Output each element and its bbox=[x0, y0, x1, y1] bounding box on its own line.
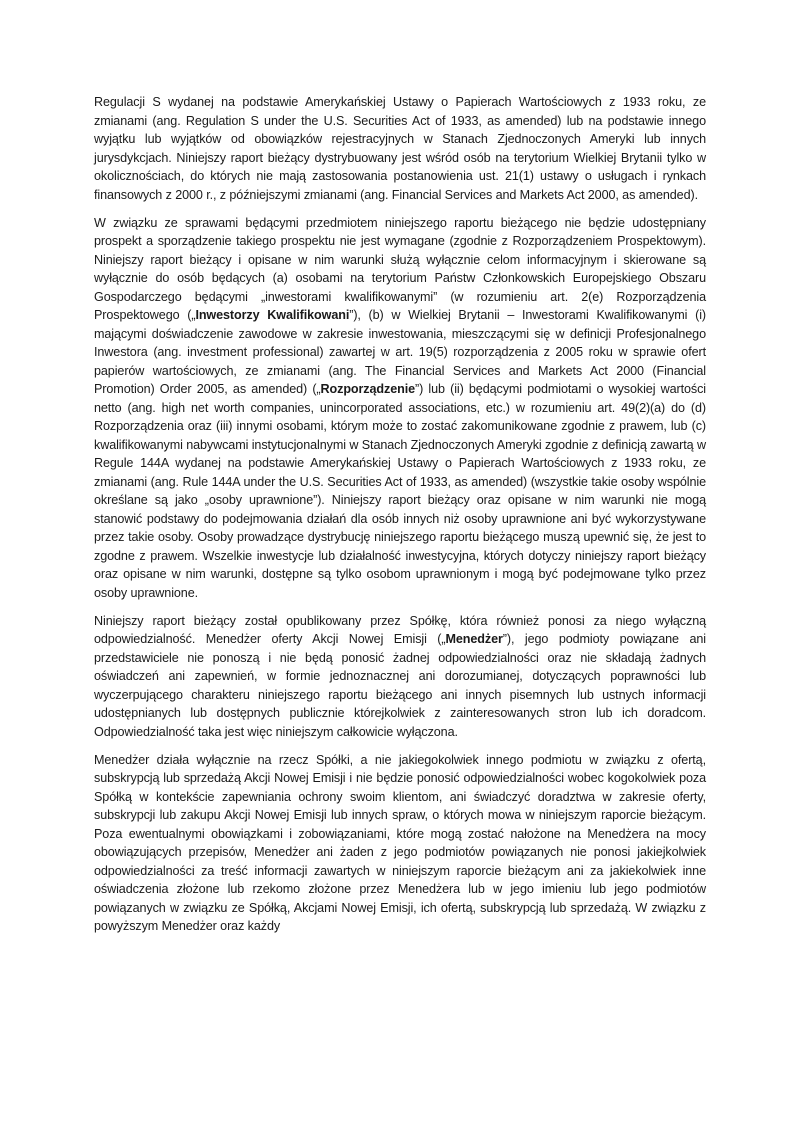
defined-term-menedzer: Menedżer bbox=[445, 632, 503, 646]
defined-term-inwestorzy-kwalifikowani: Inwestorzy Kwalifikowani bbox=[195, 308, 350, 322]
paragraph-text: ”) lub (ii) będącymi podmiotami o wysokiej wartości netto (ang. high net worth companies, unincorporated associations, etc.) w rozumieniu art. 49(2)(a) do (d) Rozporządzenia oraz (iii) innymi osobami, którym może to zostać zakomunikowane zgodnie z prawem, lub (c) kwalifikowanymi nabywcami instytucjonalnymi w Stanach Zjednoczonych Ameryki zgodnie z definicją zawartą w Regule 144A wydanej na podstawie Amerykańskiej Ustawy o Papierach Wartościowych z 1933 roku, ze zmianami (ang. Rule 144A under the U.S. Securities Act of 1933, as amended) (wszystkie takie osoby wspólnie określane są jako „osoby uprawnione”). Niniejszy raport bieżący oraz opisane w nim warunki nie mogą stanowić podstawy do podejmowania działań dla osób innych niż osoby uprawnione ani być wykorzystywane przez takie osoby. Osoby prowadzące dystrybucję niniejszego raportu bieżącego muszą upewnić się, że jest to zgodne z prawem. Wszelkie inwestycje lub działalność inwestycyjna, których dotyczy niniejszy raport bieżący oraz opisane w nim warunki, dostępne są tylko osobom uprawnionym i mogą być podejmowane tylko przez osoby uprawnione. bbox=[94, 382, 706, 600]
paragraph-responsibility bbox=[94, 612, 706, 742]
paragraph-text: Niniejszy raport bieżący został opublikowany przez Spółkę, która również ponosi za niego wyłączną odpowiedzialność. Menedżer oferty Akcji Nowej Emisji („ bbox=[94, 613, 706, 646]
document-page bbox=[94, 93, 706, 945]
defined-term-rozporzadzenie: Rozporządzenie bbox=[320, 382, 415, 396]
paragraph-manager-role bbox=[94, 751, 706, 936]
paragraph-text: ”), (b) w Wielkiej Brytanii – Inwestorami Kwalifikowanymi (i) mającymi doświadczenie zawodowe w zakresie inwestowania, mieszczącymi się w definicji Profesjonalnego Inwestora (ang. investment professional) zawartej w art. 19(5) rozporządzenia z 2005 roku w sprawie ofert papierów wartościowych, ze zmianami (ang. The Financial Services and Markets Act 2000 (Financial Promotion) Order 2005, as amended) („ bbox=[94, 308, 706, 396]
paragraph-text: Regulacji S wydanej na podstawie Amerykańskiej Ustawy o Papierach Wartościowych z 1933 roku, ze zmianami (ang. Regulation S under the U.S. Securities Act of 1933, as amended) lub na podstawie innego wyjątku lub wyjątków od obowiązków rejestracyjnych w Stanach Zjednoczonych Ameryki lub innych jurysdykcjach. Niniejszy raport bieżący dystrybuowany jest wśród osób na terytorium Wielkiej Brytanii tylko w okolicznościach, do których nie mają zastosowania postanowienia ust. 21(1) ustawy o usługach i rynkach finansowych z 2000 r., z późniejszymi zmianami (ang. Financial Services and Markets Act 2000, as amended). bbox=[94, 95, 706, 202]
paragraph-text: W związku ze sprawami będącymi przedmiotem niniejszego raportu bieżącego nie będzie udostępniany prospekt a sporządzenie takiego prospektu nie jest wymagane (zgodnie z Rozporządzeniem Prospektowym). Niniejszy raport bieżący i opisane w nim warunki służą wyłącznie celom informacyjnym i skierowane są wyłącznie do osób będących (a) osobami na terytorium Państw Członkowskich Europejskiego Obszaru Gospodarczego będącymi „inwestorami kwalifikowanymi” (w rozumieniu art. 2(e) Rozporządzenia Prospektowego („ bbox=[94, 215, 706, 322]
paragraph-text: Menedżer działa wyłącznie na rzecz Spółki, a nie jakiegokolwiek innego podmiotu w związku z ofertą, subskrypcją lub sprzedażą Akcji Nowej Emisji i nie będzie ponosić odpowiedzialności wobec kogokolwiek poza Spółką w kontekście zapewniania ochrony swoim klientom, ani świadczyć doradztwa w zakresie oferty, subskrypcji lub zakupu Akcji Nowej Emisji lub innych spraw, o których mowa w niniejszym raporcie bieżącym. Poza ewentualnymi obowiązkami i zobowiązaniami, które mogą zostać nałożone na Menedżera na mocy obowiązujących przepisów, Menedżer ani żaden z jego podmiotów powiązanych nie ponosi jakiejkolwiek odpowiedzialności za treść informacji zawartych w niniejszym raporcie bieżącym ani za jakiekolwiek inne oświadczenia złożone lub rzekomo złożone przez Menedżera lub w jego imieniu lub jego podmiotów powiązanych w związku ze Spółką, Akcjami Nowej Emisji, ich ofertą, subskrypcją lub sprzedażą. W związku z powyższym Menedżer oraz każdy bbox=[94, 752, 706, 933]
paragraph-regulation-s bbox=[94, 93, 706, 204]
paragraph-text: ”), jego podmioty powiązane ani przedstawiciele nie ponoszą i nie będą ponosić żadnej odpowiedzialności oraz nie składają żadnych oświadczeń ani zapewnień, w formie jednoznacznej ani dorozumianej, dotyczących poprawności lub wyczerpującego charakteru niniejszego raportu bieżącego ani innych pisemnych lub ustnych informacji udostępnianych lub dostępnych publicznie którejkolwiek z zainteresowanych stron lub ich doradcom. Odpowiedzialność taka jest więc niniejszym całkowicie wyłączona. bbox=[94, 632, 706, 739]
paragraph-qualified-investors bbox=[94, 214, 706, 603]
